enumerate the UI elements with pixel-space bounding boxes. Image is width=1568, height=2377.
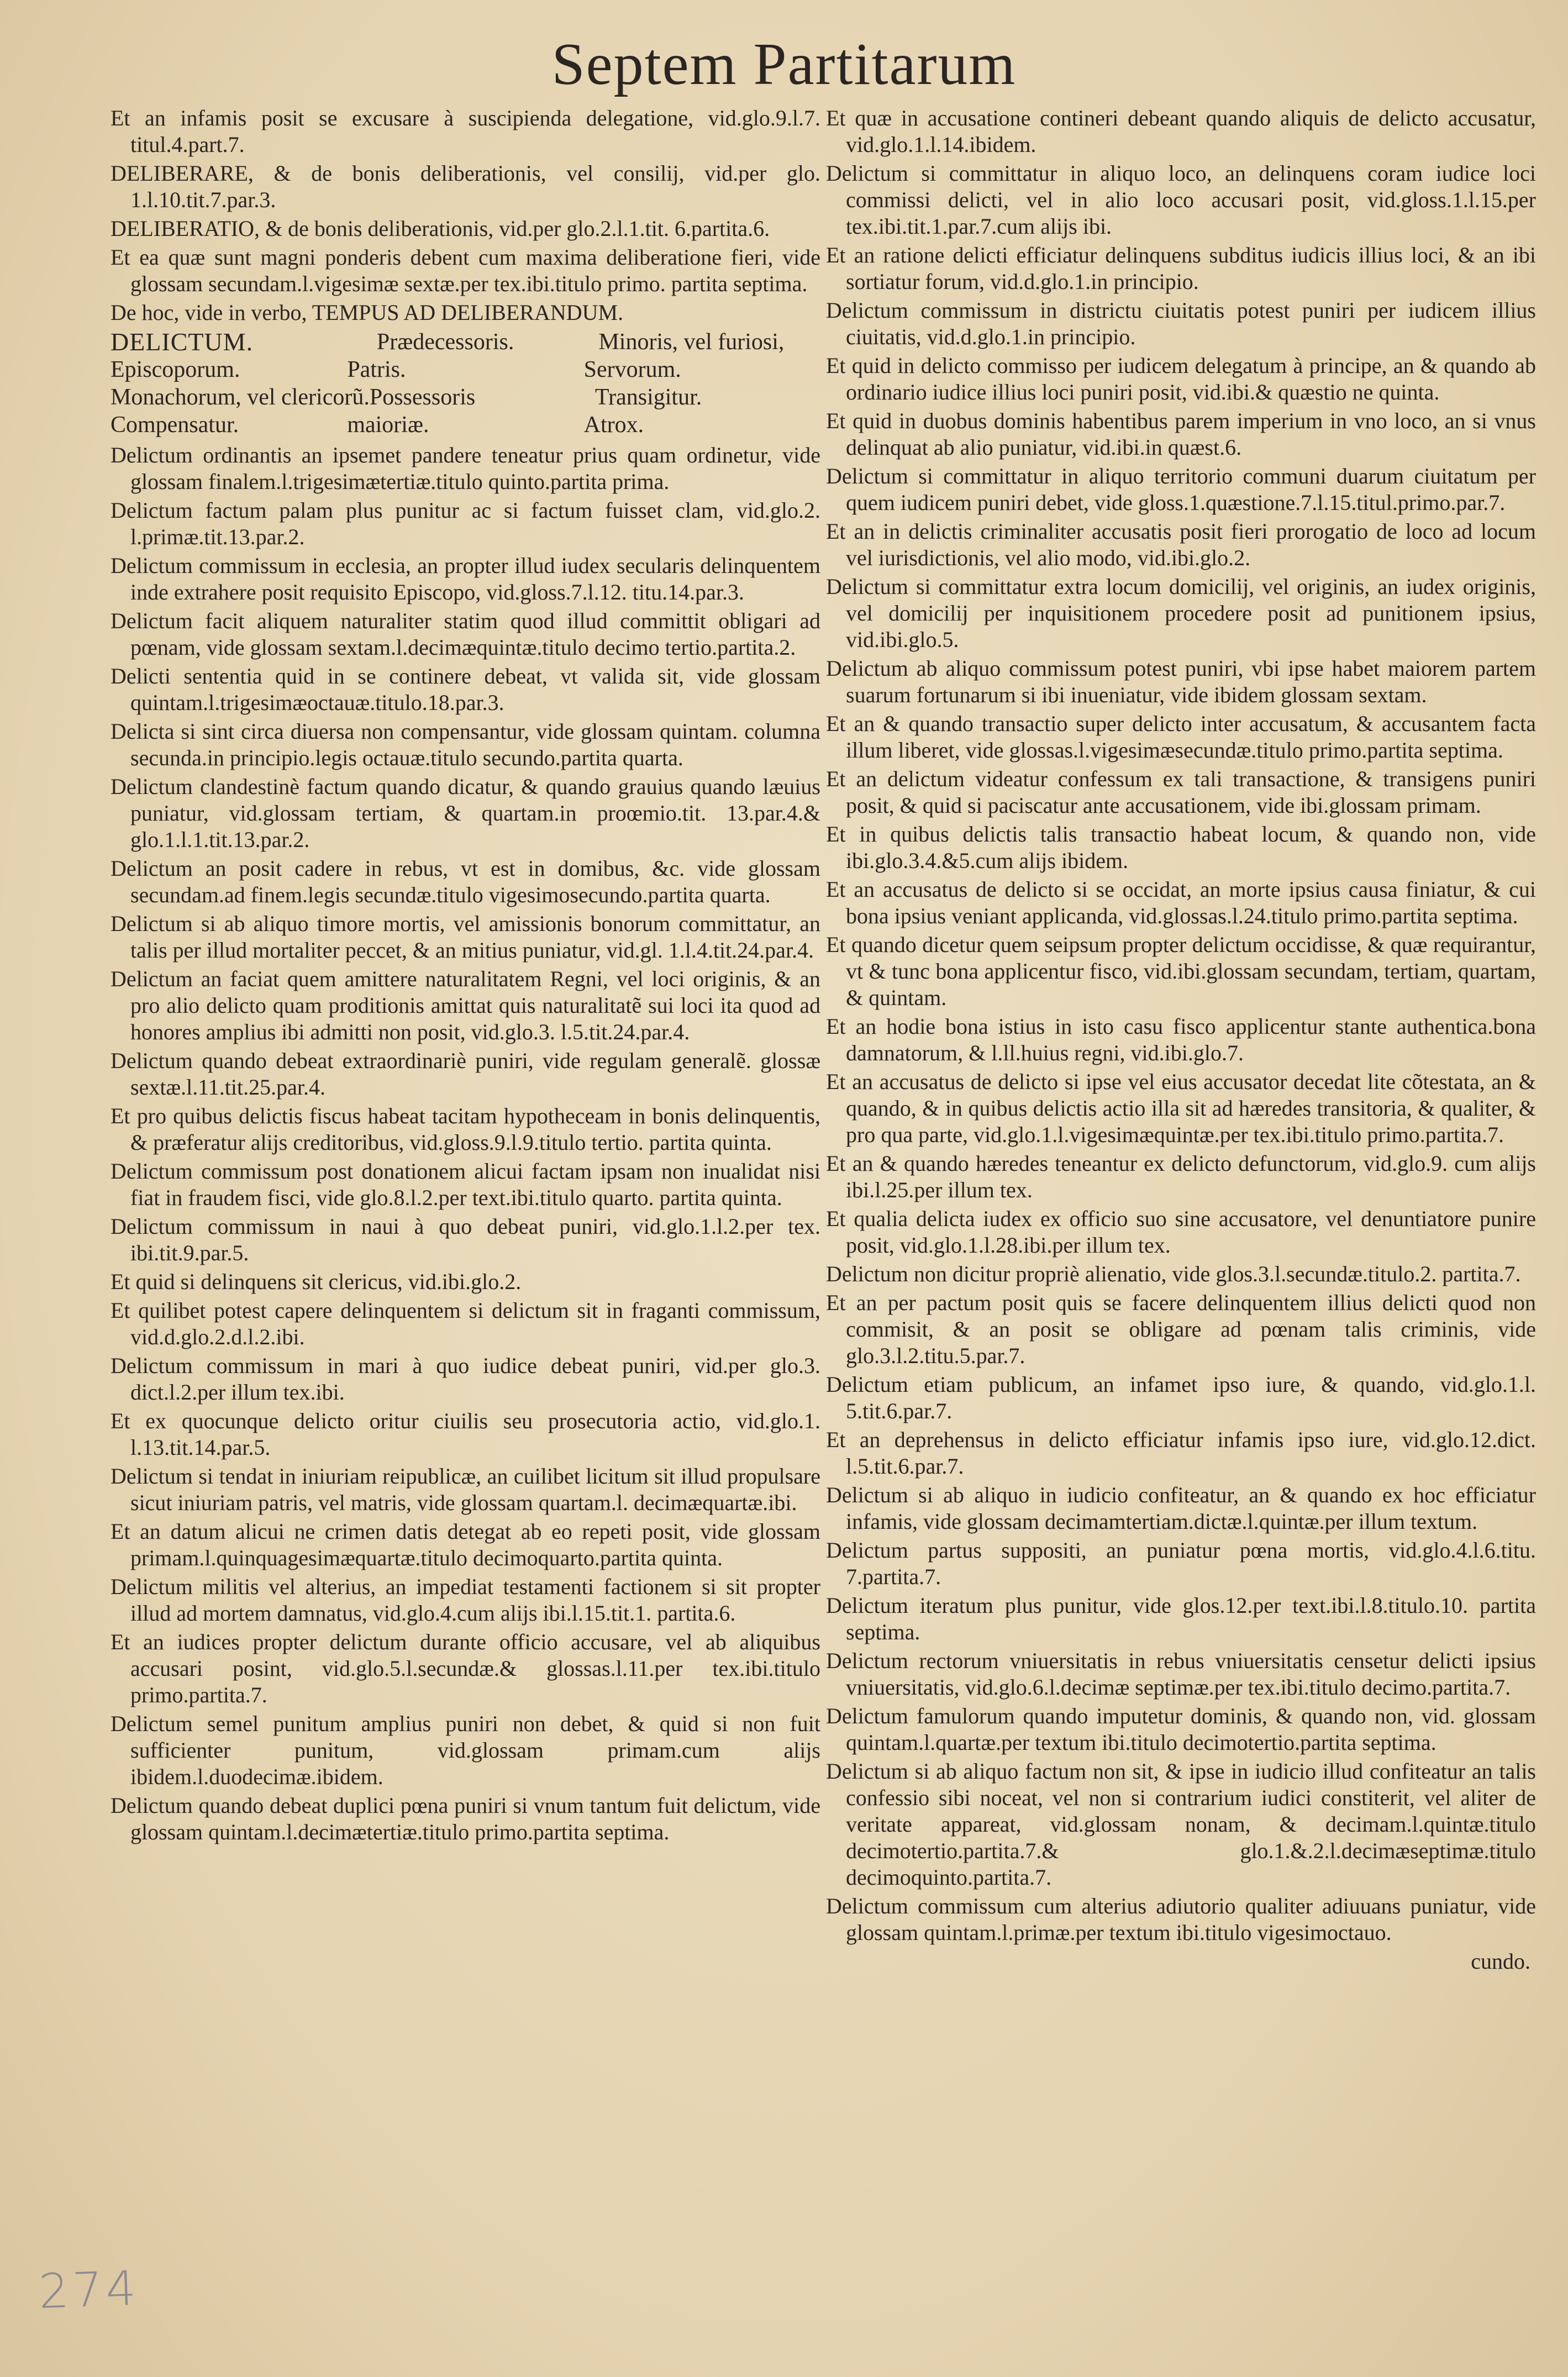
- index-entry: Et an infamis posit se excusare à suscipienda delegatione, vid.glo.9.l.7. titul.4.part.7.: [111, 106, 820, 157]
- index-entry: Delictum partus suppositi, an puniatur pœna mortis, vid.glo.4.l.6.titu. 7.partita.7.: [826, 1538, 1536, 1589]
- index-entry: Et quid in delicto commisso per iudicem delegatum à principe, an & quando ab ordinario iudice illius loci puniri posit, vid.ibi.& quæstio ne quinta.: [826, 353, 1536, 404]
- heading-cell: Servorum.: [583, 357, 681, 382]
- heading-row: [111, 383, 820, 411]
- index-entry: Delictum si committatur in aliquo loco, an delinquens coram iudice loci commissi delicti, vel in alio loco accusari posit, vid.gloss.1.l.15.per tex.ibi.tit.1.par.7.cum alijs ibi.: [826, 161, 1536, 239]
- index-entry: Et an accusatus de delicto si se occidat, an morte ipsius causa finiatur, & cui bona ipsius veniant applicanda, vid.glossas.l.24.titulo primo.partita septima.: [826, 877, 1536, 928]
- index-entry: Delictum etiam publicum, an infamet ipso iure, & quando, vid.glo.1.l. 5.tit.6.par.7.: [826, 1372, 1536, 1423]
- index-entry: Et quid in duobus dominis habentibus parem imperium in vno loco, an si vnus delinquat ab alio puniatur, vid.ibi.in quæst.6.: [826, 408, 1536, 460]
- index-entry: Delictum si ab aliquo in iudicio confiteatur, an & quando ex hoc efficiatur infamis, vide glossam decimamtertiam.dictæ.l.quintæ.per illum textum.: [826, 1482, 1536, 1534]
- index-entry: Delictum facit aliquem naturaliter statim quod illud committit obligari ad pœnam, vide glossam sextam.l.decimæquintæ.titulo decimo tertio.partita.2.: [111, 608, 820, 660]
- index-entry: Et quilibet potest capere delinquentem si delictum sit in fraganti commissum, vid.d.glo.2.d.l.2.ibi.: [111, 1298, 820, 1349]
- delictum-heading-table: [111, 328, 820, 439]
- index-entry: Delictum si tendat in iniuriam reipublicæ, an cuilibet licitum sit illud propulsare sicut iniuriam patris, vel matris, vide glossam quartam.l. decimæquartæ.ibi.: [111, 1464, 820, 1515]
- index-entry: Delictum an faciat quem amittere naturalitatem Regni, vel loci originis, & an pro alio delicto quam proditionis amittat quis naturalitatẽ sui loci ita quod ad honores amplius ibi admitti non posit, vid.glo.3. l.5.tit.24.par.4.: [111, 966, 820, 1044]
- index-entry: Delictum rectorum vniuersitatis in rebus vniuersitatis censetur delicti ipsius vniuersitatis, vid.glo.6.l.decimæ septimæ.per tex.ibi.titulo decimo.partita.7.: [826, 1648, 1536, 1700]
- index-entry: Delictum an posit cadere in rebus, vt est in domibus, &c. vide glossam secundam.ad finem.legis secundæ.titulo vigesimosecundo.partita quarta.: [111, 856, 820, 907]
- right-entries: [826, 105, 1536, 1946]
- index-entry: Delictum famulorum quando imputetur dominis, & quando non, vid. glossam quintam.l.quartæ.per textum ibi.titulo decimotertio.partita septima.: [826, 1703, 1536, 1755]
- index-entry: Et ex quocunque delicto oritur ciuilis seu prosecutoria actio, vid.glo.1. l.13.tit.14.par.5.: [111, 1408, 820, 1460]
- left-entries-after: [111, 442, 820, 1845]
- left-column: [111, 105, 820, 2194]
- index-entry: Delicti sententia quid in se continere debeat, vt valida sit, vide glossam quintam.l.trigesimæoctauæ.titulo.18.par.3.: [111, 664, 820, 715]
- index-entry: Delictum si committatur extra locum domicilij, vel originis, an iudex originis, vel domicilij per inquisitionem procedere posit ad punitionem ipsius, vid.ibi.glo.5.: [826, 574, 1536, 652]
- heading-cell: Prædecessoris.: [376, 329, 514, 355]
- index-entry: Delictum quando debeat duplici pœna puniri si vnum tantum fuit delictum, vide glossam quintam.l.decimætertiæ.titulo primo.partita septima.: [111, 1793, 820, 1844]
- index-entry: DELIBERATIO, & de bonis deliberationis, vid.per glo.2.l.1.tit. 6.partita.6.: [111, 216, 770, 241]
- index-entry: Et an delictum videatur confessum ex tali transactione, & transigens puniri posit, & quid si paciscatur ante accusationem, vide ibi.glossam primam.: [826, 766, 1536, 818]
- index-entry: Et an ratione delicti efficiatur delinquens subditus iudicis illius loci, & an ibi sortiatur forum, vid.d.glo.1.in principio.: [826, 243, 1536, 294]
- index-entry: Delictum semel punitum amplius puniri non debet, & quid si non fuit sufficienter punitum, vid.glossam primam.cum alijs ibidem.l.duodecimæ.ibidem.: [111, 1711, 820, 1789]
- right-column: [826, 105, 1536, 2194]
- heading-cell: Transigitur.: [594, 385, 702, 410]
- index-entry: De hoc, vide in verbo, TEMPUS AD DELIBERANDUM.: [111, 300, 624, 325]
- index-entry: Delictum ab aliquo commissum potest puniri, vbi ipse habet maiorem partem suarum fortunarum si ibi inueniatur, vide ibidem glossam sextam.: [826, 656, 1536, 707]
- left-entries-before: [111, 105, 820, 326]
- heading-cell: Compensatur.: [111, 412, 239, 438]
- heading-cell: DELICTUM.: [111, 328, 254, 356]
- index-entry: Et an datum alicui ne crimen datis detegat ab eo repeti posit, vide glossam primam.l.quinquagesimæquartæ.titulo decimoquarto.partita quinta.: [111, 1519, 820, 1570]
- heading-cell: Episcoporum.: [111, 357, 240, 382]
- index-entry: Et an deprehensus in delicto efficiatur infamis ipso iure, vid.glo.12.dict. l.5.tit.6.par.7.: [826, 1427, 1536, 1479]
- index-entry: Delictum si ab aliquo factum non sit, & ipse in iudicio illud confiteatur an talis confessio sibi noceat, vel non si contrarium iudici constiterit, vel aliter de veritate appareat, vid.glossam nonam, & decimam.l.quintæ.titulo decimotertio.partita.7.& glo.1.&.2.l.decimæseptimæ.titulo decimoquinto.partita.7.: [826, 1759, 1536, 1890]
- index-entry: Delictum quando debeat extraordinariè puniri, vide regulam generalẽ. glossæ sextæ.l.11.tit.25.par.4.: [111, 1048, 820, 1100]
- index-entry: Delictum factum palam plus punitur ac si factum fuisset clam, vid.glo.2. l.primæ.tit.13.par.2.: [111, 498, 820, 549]
- index-entry: Et quando dicetur quem seipsum propter delictum occidisse, & quæ requirantur, vt & tunc bona applicentur fisco, vid.ibi.glossam secundam, tertiam, quartam, & quintam.: [826, 932, 1536, 1010]
- index-entry: Delictum iteratum plus punitur, vide glos.12.per text.ibi.l.8.titulo.10. partita septima.: [826, 1593, 1536, 1644]
- heading-cell: Patris.: [347, 357, 406, 382]
- heading-cell: Possessoris: [369, 385, 476, 410]
- index-entry: Delictum commissum cum alterius adiutorio qualiter adiuuans puniatur, vide glossam quintam.l.primæ.per textum ibi.titulo vigesimoctauo.: [826, 1894, 1536, 1945]
- index-entry: Delictum commissum post donationem alicui factam ipsam non inualidat nisi fiat in fraudem fisci, vide glo.8.l.2.per text.ibi.titulo quarto. partita quinta.: [111, 1159, 820, 1210]
- index-entry: Delictum clandestinè factum quando dicatur, & quando grauius quando læuius puniatur, vid.glossam tertiam, & quartam.in proœmio.tit. 13.par.4.& glo.1.l.1.tit.13.par.2.: [111, 774, 820, 852]
- index-entry: Delictum commissum in ecclesia, an propter illud iudex secularis delinquentem inde extrahere posit requisito Episcopo, vid.gloss.7.l.12. titu.14.par.3.: [111, 553, 820, 604]
- heading-row: [111, 328, 820, 356]
- index-entry: Delictum militis vel alterius, an impediat testamenti factionem si sit propter illud ad mortem damnatus, vid.glo.4.cum alijs ibi.l.15.tit.1. partita.6.: [111, 1574, 820, 1626]
- index-entry: Delictum commissum in mari à quo iudice debeat puniri, vid.per glo.3. dict.l.2.per illum tex.ibi.: [111, 1353, 820, 1405]
- index-entry: Et an accusatus de delicto si ipse vel eius accusator decedat lite cõtestata, an & quando, & in quibus delictis actio illa sit ad hæredes transitoria, & qualiter, & pro qua parte, vid.glo.1.l.vigesimæquintæ.per tex.ibi.titulo primo.partita.7.: [826, 1069, 1536, 1147]
- heading-cell: Minoris, vel furiosi,: [598, 329, 785, 355]
- heading-cell: Atrox.: [583, 412, 644, 438]
- running-head: Septem Partitarum: [551, 31, 1017, 97]
- handwritten-page-number: 274: [38, 2260, 140, 2320]
- index-entry: DELIBERARE, & de bonis deliberationis, vel consilij, vid.per glo. 1.l.10.tit.7.par.3.: [111, 161, 820, 212]
- index-entry: Et ea quæ sunt magni ponderis debent cum maxima deliberatione fieri, vide glossam secundam.l.vigesimæ sextæ.per tex.ibi.titulo primo. partita septima.: [111, 245, 820, 296]
- index-entry: Et an in delictis criminaliter accusatis posit fieri prorogatio de loco ad locum vel iurisdictionis, vel alio modo, vid.ibi.glo.2.: [826, 519, 1536, 570]
- index-entry: Et quid si delinquens sit clericus, vid.ibi.glo.2.: [111, 1269, 522, 1294]
- index-entry: Et an per pactum posit quis se facere delinquentem illius delicti quod non commisit, & an posit se obligare ad pœnam talis criminis, vide glo.3.l.2.titu.5.par.7.: [826, 1290, 1536, 1368]
- index-entry: Delictum si ab aliquo timore mortis, vel amissionis bonorum committatur, an talis per illud mortaliter peccet, & an mitius puniatur, vid.gl. 1.l.4.tit.24.par.4.: [111, 911, 820, 963]
- index-entry: Delictum ordinantis an ipsemet pandere teneatur prius quam ordinetur, vide glossam finalem.l.trigesimætertiæ.titulo quinto.partita prima.: [111, 443, 820, 494]
- index-entry: Delictum commissum in naui à quo debeat puniri, vid.glo.1.l.2.per tex. ibi.tit.9.par.5.: [111, 1214, 820, 1265]
- index-entry: Delicta si sint circa diuersa non compensantur, vide glossam quintam. columna secunda.in principio.legis octauæ.titulo secundo.partita quarta.: [111, 719, 820, 770]
- heading-row: [111, 411, 820, 439]
- heading-cell: maioriæ.: [347, 412, 429, 438]
- heading-cell: Monachorum, vel clericorũ.: [111, 385, 370, 410]
- index-entry: Et quæ in accusatione contineri debeant quando aliquis de delicto accusatur, vid.glo.1.l.14.ibidem.: [826, 106, 1536, 157]
- heading-row: [111, 356, 820, 383]
- index-entry: Et qualia delicta iudex ex officio suo sine accusatore, vel denuntiatore punire posit, vid.glo.1.l.28.ibi.per illum tex.: [826, 1206, 1536, 1258]
- index-entry: Delictum si committatur in aliquo territorio communi duarum ciuitatum per quem iudicem puniri debet, vide gloss.1.quæstione.7.l.15.titul.primo.par.7.: [826, 464, 1536, 515]
- index-entry: Et an & quando transactio super delicto inter accusatum, & accusantem facta illum liberet, vide glossas.l.vigesimæsecundæ.titulo primo.partita septima.: [826, 711, 1536, 762]
- index-entry: Et in quibus delictis talis transactio habeat locum, & quando non, vide ibi.glo.3.4.&5.cum alijs ibidem.: [826, 822, 1536, 873]
- index-entry: Et pro quibus delictis fiscus habeat tacitam hypotheceam in bonis delinquentis, & præferatur alijs creditoribus, vid.gloss.9.l.9.titulo tertio. partita quinta.: [111, 1103, 820, 1155]
- index-entry: Et an iudices propter delictum durante officio accusare, vel ab aliquibus accusari posint, vid.glo.5.l.secundæ.& glossas.l.11.per tex.ibi.titulo primo.partita.7.: [111, 1629, 820, 1707]
- index-entry: Et an & quando hæredes teneantur ex delicto defunctorum, vid.glo.9. cum alijs ibi.l.25.per illum tex.: [826, 1151, 1536, 1202]
- index-entry: Et an hodie bona istius in isto casu fisco applicentur stante authentica.bona damnatorum, & l.ll.huius regni, vid.ibi.glo.7.: [826, 1014, 1536, 1065]
- index-entry: Delictum commissum in districtu ciuitatis potest puniri per iudicem illius ciuitatis, vid.d.glo.1.in principio.: [826, 298, 1536, 349]
- index-entry: Delictum non dicitur propriè alienatio, vide glos.3.l.secundæ.titulo.2. partita.7.: [826, 1261, 1521, 1286]
- column-tail-word: cundo.: [1471, 1949, 1530, 1974]
